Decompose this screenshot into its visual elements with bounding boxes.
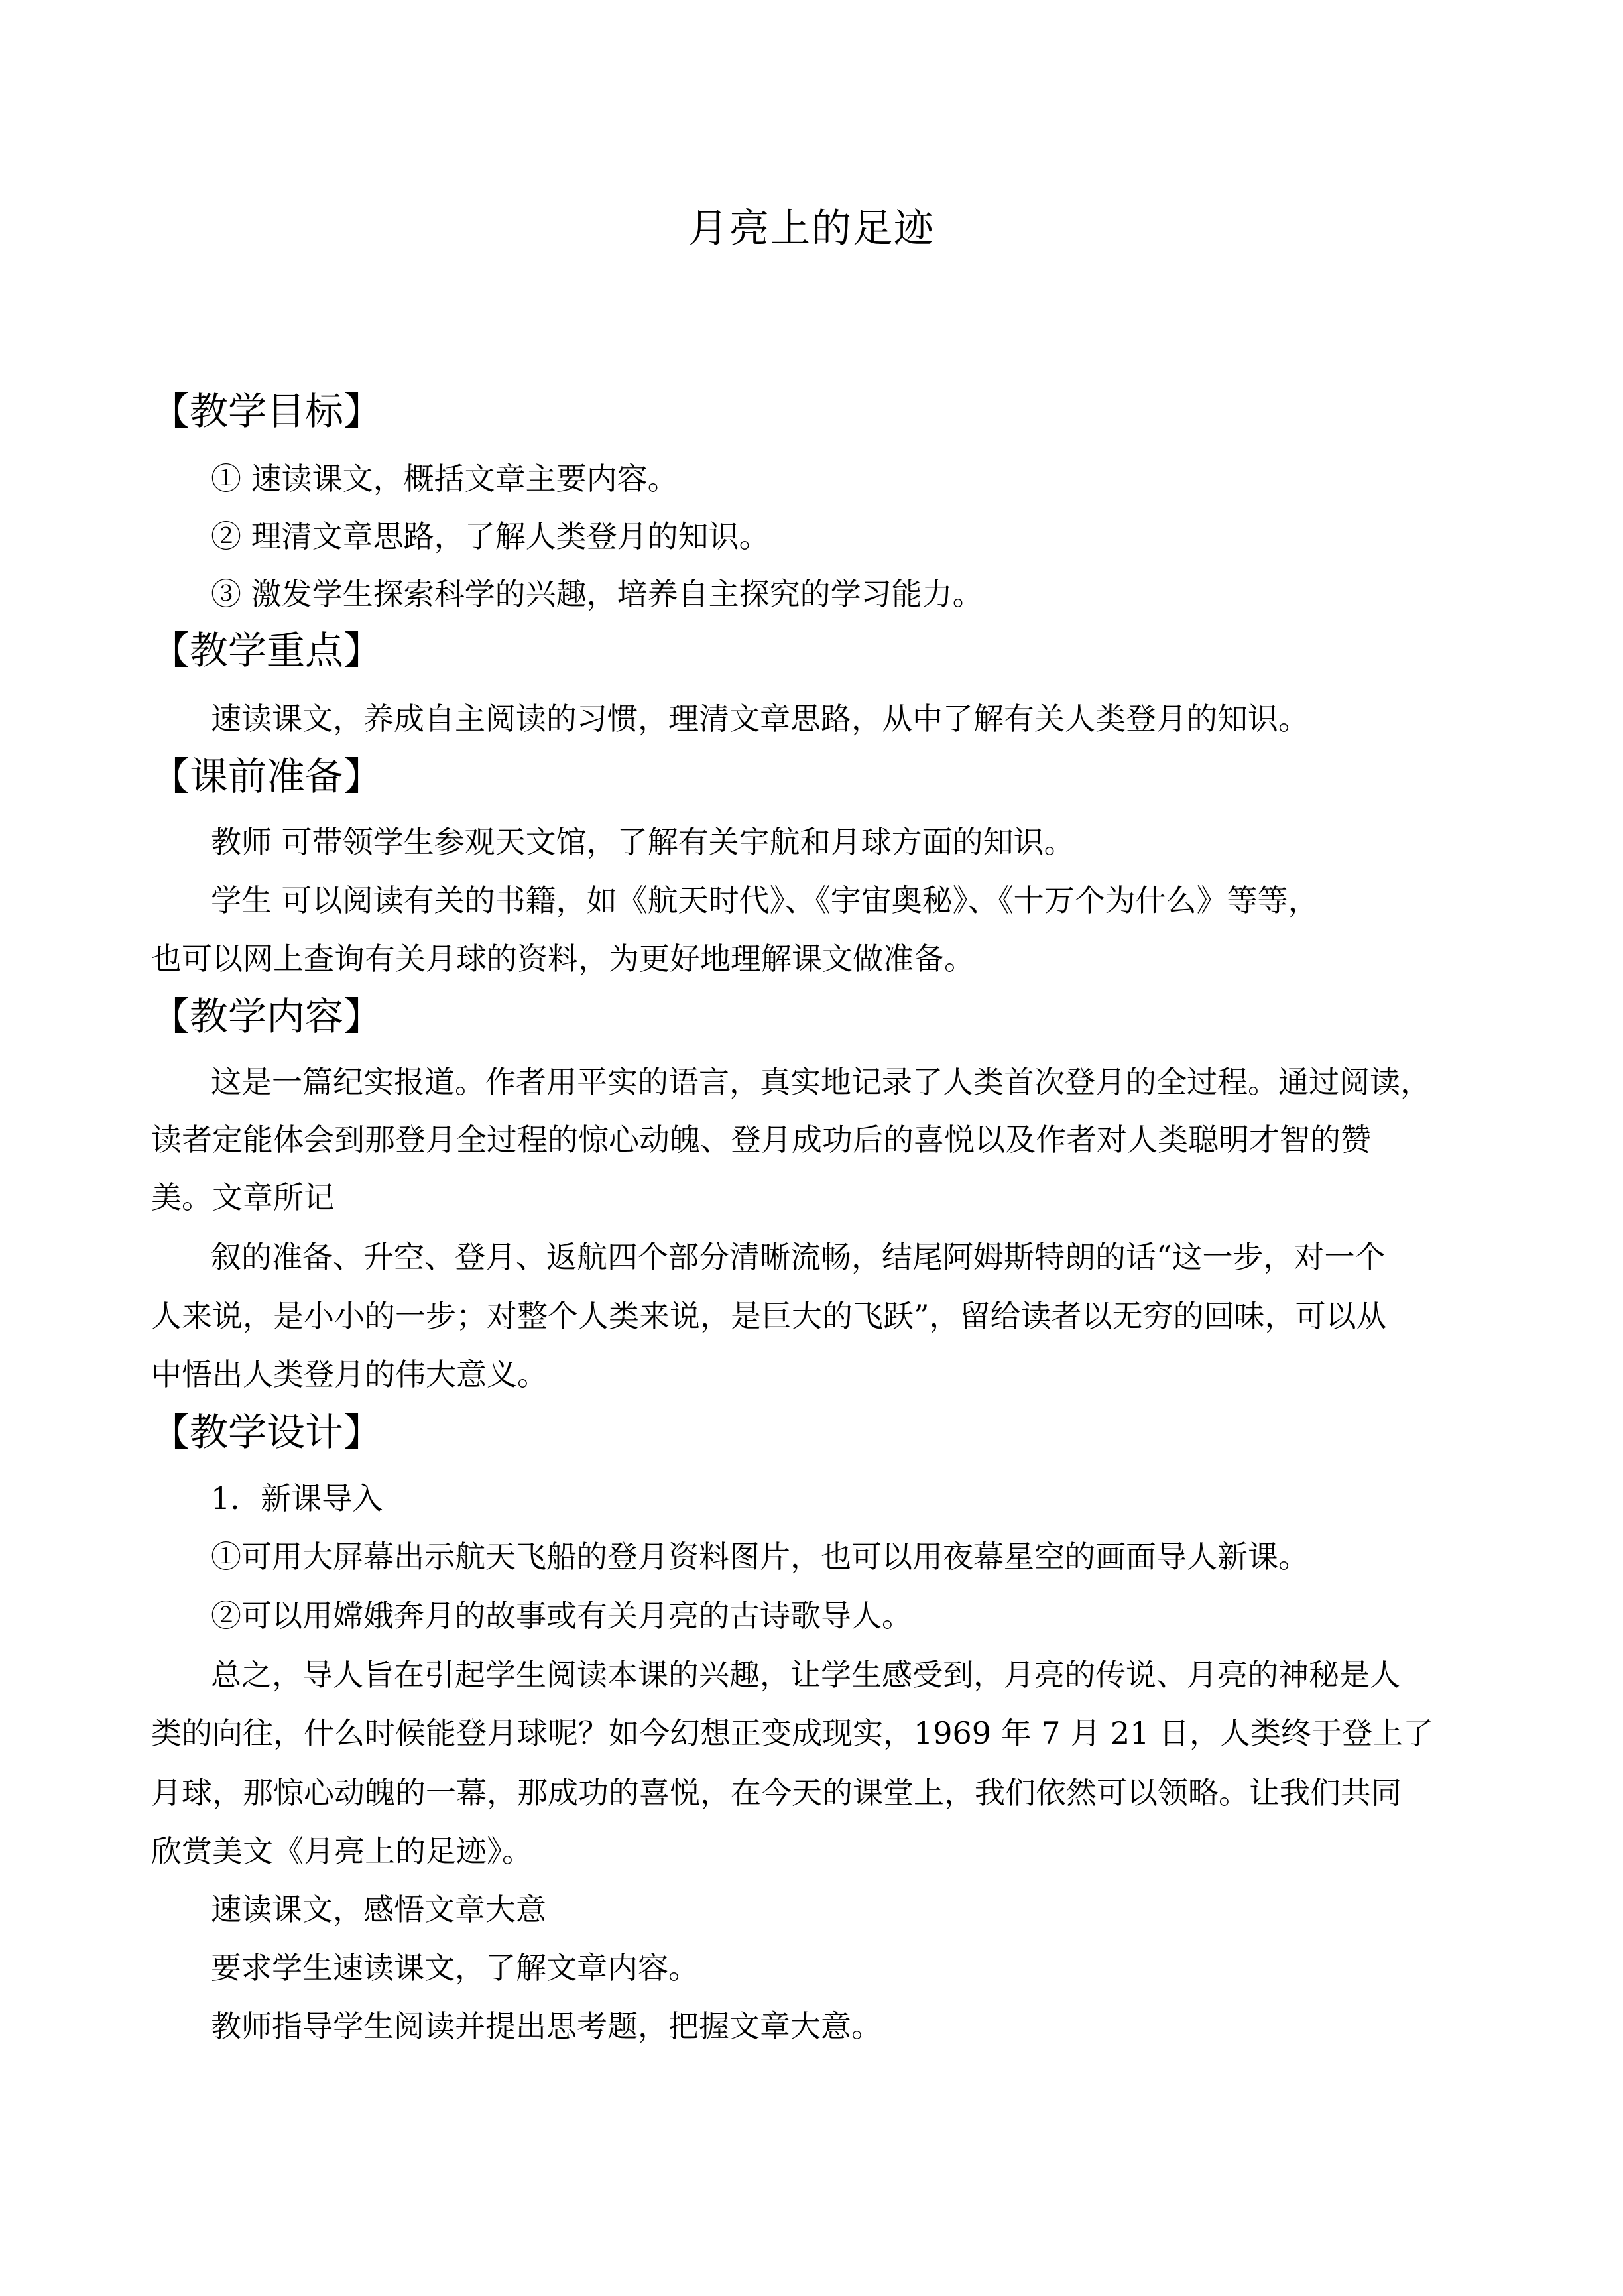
design-paragraph-line: 总之，导人旨在引起学生阅读本课的兴趣，让学生感受到，月亮的传说、月亮的神秘是人 (211, 1657, 1400, 1693)
design-paragraph-line: 要求学生速读课文，了解文章内容。 (211, 1950, 699, 1986)
content-paragraph-line: 中悟出人类登月的伟大意义。 (151, 1357, 548, 1392)
design-paragraph-line: 月球，那惊心动魄的一幕，那成功的喜悦，在今天的课堂上，我们依然可以领略。让我们共同 (151, 1775, 1402, 1811)
content-paragraph-line: 美。文章所记 (151, 1179, 334, 1215)
section-heading-content: 【教学内容】 (151, 994, 383, 1039)
design-paragraph-line: 教师指导学生阅读并提出思考题，把握文章大意。 (211, 2008, 882, 2044)
section-heading-key-points: 【教学重点】 (151, 628, 383, 673)
section-heading-objectives: 【教学目标】 (151, 389, 383, 434)
preparation-teacher-line: 教师 可带领学生参观天文馆，了解有关宇航和月球方面的知识。 (211, 824, 1075, 860)
design-step-title: 1．新课导入 (211, 1480, 383, 1516)
section-heading-preparation: 【课前准备】 (151, 754, 383, 799)
content-paragraph-line: 读者定能体会到那登月全过程的惊心动魄、登月成功后的喜悦以及作者对人类聪明才智的赞 (151, 1122, 1371, 1158)
design-paragraph-line: ②可以用嫦娥奔月的故事或有关月亮的古诗歌导人。 (211, 1598, 912, 1634)
design-paragraph-line: 欣赏美文《月亮上的足迹》。 (151, 1833, 532, 1869)
design-paragraph-line: 速读课文，感悟文章大意 (211, 1892, 546, 1927)
document-title: 月亮上的足迹 (688, 206, 935, 252)
content-paragraph-line: 人来说，是小小的一步；对整个人类来说，是巨大的飞跃”，留给读者以无穷的回味，可以从 (151, 1298, 1387, 1334)
content-paragraph-line: 叙的准备、升空、登月、返航四个部分清晰流畅，结尾阿姆斯特朗的话“这一步，对一个 (211, 1239, 1386, 1275)
objective-item: ② 理清文章思路，了解人类登月的知识。 (211, 518, 770, 554)
design-paragraph-line: 类的向往，什么时候能登月球呢？如今幻想正变成现实，1969 年 7 月 21 日，人类终于登上了 (151, 1715, 1433, 1751)
preparation-student-line: 学生 可以阅读有关的书籍，如《航天时代》、《宇宙奥秘》、《十万个为什么》等等， (211, 882, 1319, 918)
objective-item: ① 速读课文，概括文章主要内容。 (211, 461, 678, 497)
objective-item: ③ 激发学生探索科学的兴趣，培养自主探究的学习能力。 (211, 576, 983, 612)
design-paragraph-line: ①可用大屏幕出示航天飞船的登月资料图片，也可以用夜幕星空的画面导人新课。 (211, 1539, 1309, 1575)
key-points-paragraph: 速读课文，养成自主阅读的习惯，理清文章思路，从中了解有关人类登月的知识。 (211, 701, 1309, 737)
section-heading-design: 【教学设计】 (151, 1410, 383, 1455)
preparation-student-line: 也可以网上查询有关月球的资料，为更好地理解课文做准备。 (151, 941, 975, 977)
content-paragraph-line: 这是一篇纪实报道。作者用平实的语言，真实地记录了人类首次登月的全过程。通过阅读， (211, 1064, 1431, 1100)
